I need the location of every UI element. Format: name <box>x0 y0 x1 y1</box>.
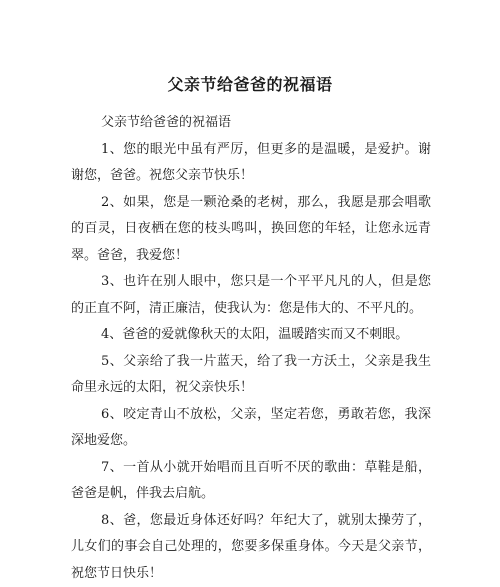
document-title: 父亲节给爸爸的祝福语 <box>0 73 500 97</box>
document-body <box>71 110 431 587</box>
paragraph-2: 2、如果，您是一颗沧桑的老树，那么，我愿是那会唱歌的百灵，日夜栖在您的枝头鸣叫，换回您的年轻，让您永远青翠。爸爸，我爱您！ <box>71 190 431 270</box>
paragraph-3: 3、也许在别人眼中，您只是一个平平凡凡的人，但是您的正直不阿，清正廉洁，使我认为：您是伟大的、不平凡的。 <box>71 269 431 322</box>
paragraph-6: 6、咬定青山不放松，父亲，坚定若您，勇敢若您，我深深地爱您。 <box>71 402 431 455</box>
paragraph-7: 7、一首从小就开始唱而且百听不厌的歌曲：草鞋是船，爸爸是帆，伴我去启航。 <box>71 455 431 508</box>
paragraph-5: 5、父亲给了我一片蓝天，给了我一方沃土，父亲是我生命里永远的太阳，祝父亲快乐！ <box>71 349 431 402</box>
paragraph-4: 4、爸爸的爱就像秋天的太阳，温暖踏实而又不刺眼。 <box>71 322 431 349</box>
paragraph-8: 8、爸，您最近身体还好吗？年纪大了，就别太操劳了，儿女们的事会自己处理的，您要多保重身体。今天是父亲节，祝您节日快乐！ <box>71 508 431 587</box>
paragraph-1: 1、您的眼光中虽有严厉，但更多的是温暖，是爱护。谢谢您，爸爸。祝您父亲节快乐！ <box>71 137 431 190</box>
paragraph-heading: 父亲节给爸爸的祝福语 <box>71 110 431 137</box>
